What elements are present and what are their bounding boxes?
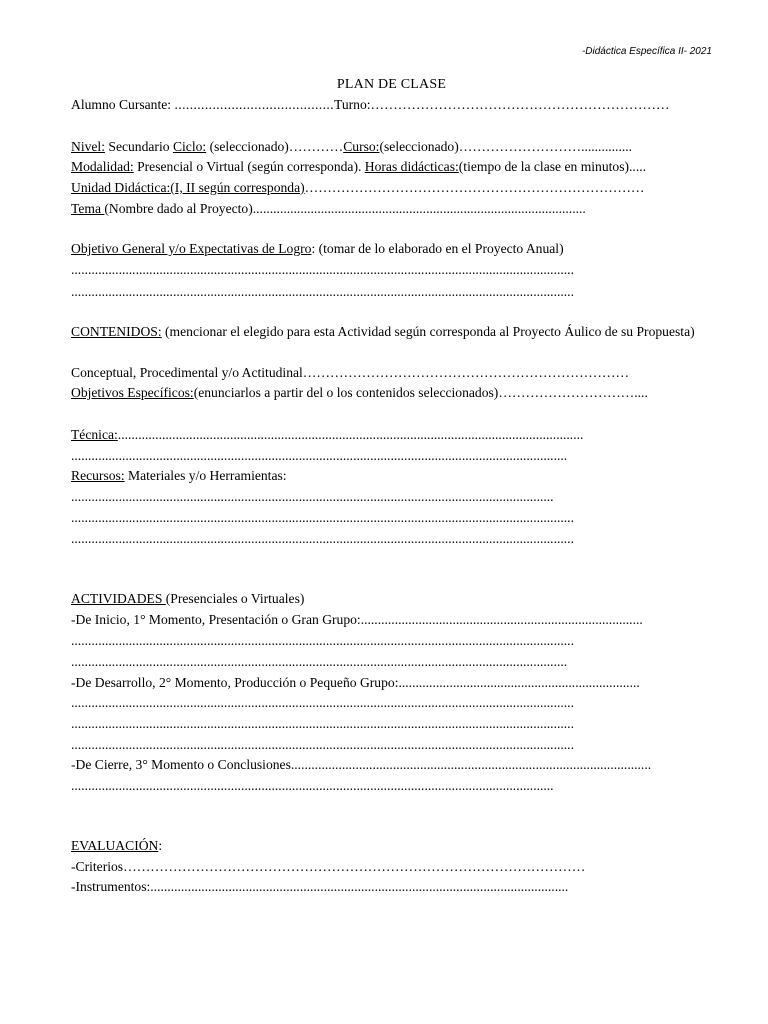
recursos-dots-2: .................................................................................................................................................... [71,510,574,525]
nivel-label: Nivel: [71,139,105,154]
instrumentos-line: -Instrumentos:........................................................................................................................... [71,879,569,894]
conceptual-line: Conceptual, Procedimental y/o Actitudinal……………………………………………………………… [71,365,630,380]
unidad-dots: ………………………………………………………………… [304,180,645,195]
tecnica-value: ......................................................................................................................................... [117,427,584,442]
inicio-dots-1: .................................................................................................................................................... [71,633,574,648]
turno-label: Turno [334,97,367,112]
tecnica-label: Técnica: [71,427,118,442]
nivel-line [71,137,712,157]
evaluacion-line [71,836,712,856]
page-title: PLAN DE CLASE [336,77,447,92]
evaluacion-colon: : [158,838,163,853]
curso-value: (seleccionado)………………………............... [379,139,633,154]
inicio-line: -De Inicio, 1° Momento, Presentación o Gran Grupo:................................................................................... [71,612,643,627]
desarrollo-dots-2: .................................................................................................................................................... [71,716,574,731]
recursos-dots-3: .................................................................................................................................................... [71,531,574,546]
header-note: -Didáctica Específica II- 2021 [581,46,712,57]
unidad-line [71,178,712,198]
desarrollo-line: -De Desarrollo, 2° Momento, Producción o Pequeño Grupo:....................................................................... [71,675,640,690]
recursos-line [71,466,712,486]
tecnica-dots: .................................................................................................................................................. [71,448,568,463]
objetivos-especificos-value: (enunciarlos a partir del o los contenidos seleccionados)………………………….... [193,385,648,400]
horas-label: Horas didácticas: [364,159,459,174]
actividades-value: (Presenciales o Virtuales) [165,591,305,606]
recursos-value: Materiales y/o Herramientas: [124,468,287,483]
modalidad-value: Presencial o Virtual (según corresponda). [133,159,365,174]
actividades-label: ACTIVIDADES [71,591,166,606]
unidad-label: Unidad Didáctica: [71,180,171,195]
actividades-line [71,589,712,609]
objetivo-value: : (tomar de lo elaborado en el Proyecto Anual) [311,241,564,256]
tema-line [71,199,712,219]
objetivo-dots-1: .................................................................................................................................................... [71,262,574,277]
ciclo-label: Ciclo: [172,139,207,154]
nivel-value: Secundario [104,139,173,154]
contenidos-value: (mencionar el elegido para esta Actividad según corresponda al Proyecto Áulico de su Propuesta) [161,324,695,339]
criterios-line: -Criterios………………………………………………………………………………………… [71,859,586,874]
objetivo-dots-2: .................................................................................................................................................... [71,284,574,299]
desarrollo-dots-1: .................................................................................................................................................... [71,695,574,710]
tema-label: Tema [71,201,105,216]
cierre-dots: .............................................................................................................................................. [71,778,554,793]
horas-value: (tiempo de la clase en minutos)..... [458,159,647,174]
turno-dots: :………………………………………………………… [366,97,670,112]
unidad-value: (I, II según corresponda) [170,180,305,195]
recursos-dots-1: .............................................................................................................................................. [71,489,554,504]
tema-value: (Nombre dado al Proyecto).................................................................................................. [104,201,586,216]
curso-label: Curso: [343,139,380,154]
alumno-line [71,95,712,115]
evaluacion-label: EVALUACIÓN [71,838,159,853]
contenidos-label: CONTENIDOS: [71,324,162,339]
alumno-dots: .......................................... [174,97,335,112]
inicio-dots-2: .................................................................................................................................................. [71,654,568,669]
objetivos-especificos-line [71,383,712,403]
cierre-line: -De Cierre, 3° Momento o Conclusiones.......................................................................................................... [71,757,652,772]
modalidad-label: Modalidad: [71,159,134,174]
contenidos-block [71,322,712,342]
objetivo-line [71,239,712,259]
objetivo-label: Objetivo General y/o Expectativas de Logro [71,241,312,256]
ciclo-value: (seleccionado)………… [206,139,344,154]
objetivos-especificos-label: Objetivos Específicos: [71,385,194,400]
desarrollo-dots-3: .................................................................................................................................................... [71,737,574,752]
modalidad-line [71,157,712,177]
recursos-label: Recursos: [71,468,125,483]
tecnica-line [71,425,712,445]
alumno-label: Alumno Cursante: [71,97,175,112]
